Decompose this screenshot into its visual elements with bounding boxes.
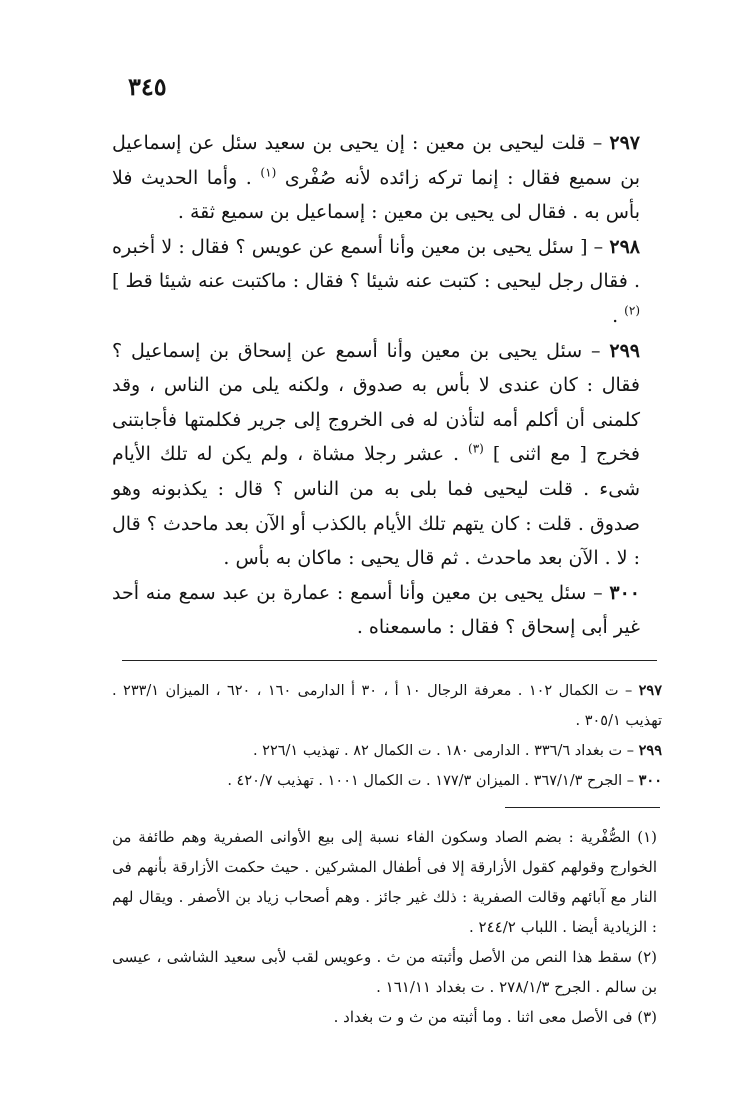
footnote-divider <box>505 807 660 808</box>
footnotes-section <box>112 822 657 1032</box>
entry-text: – قلت ليحيى بن معين : إن يحيى بن سعيد سئل عن إسماعيل بن سميع فقال : إنما تركه زائده لأنه صُفْرى <box>112 132 640 189</box>
entry-300 <box>112 576 640 645</box>
entry-text-tail: . وأما الحديث فلا بأس به . فقال لى يحيى بن معين : إسماعيل بن سميع ثقة . <box>112 166 640 224</box>
reference-number: ٣٠٠ <box>638 772 662 789</box>
footnote-2: (٢) سقط هذا النص من الأصل وأثبته من ث . وعويس لقب لأبى سعيد الشاشى ، عيسى بن سالم . الجرح ٢٧٨/١/٣ . ت بغداد ١٦١/١١ . <box>112 948 657 996</box>
entry-text-tail: . <box>612 304 625 327</box>
footnote-ref: (٣) <box>468 442 484 457</box>
entry-number: ٢٩٩ <box>609 339 640 362</box>
reference-300 <box>112 766 662 796</box>
references-section <box>112 676 662 796</box>
entry-number: ٣٠٠ <box>609 581 640 604</box>
entry-298 <box>112 230 640 334</box>
footnote-1: (١) الصُّفْرية : بضم الصاد وسكون الفاء نسبة إلى بيع الأوانى الصفرية وهم طائفة من الخوارج وقولهم كقول الأزارقة إلا فى أطفال المشركين . حيث حكمت الأزارقة بأنهم فى النار مع آبائهم وقالت الصفرية : ذلك غير جائز . وهم أصحاب زياد بن الأصفر . ويقال لهم : الزيادية أيضا . اللباب ٢٤٤/٢ . <box>112 828 657 936</box>
reference-text: – ت الكمال ١٠٢ . معرفة الرجال ١٠ أ ، ٣٠ أ الدارمى ١٦٠ ، ٦٢٠ ، الميزان ٢٣٣/١ . تهذيب ٣٠٥/١ . <box>112 683 662 729</box>
footnote-ref: (١) <box>260 165 277 180</box>
entry-text-tail: . عشر رجلا مشاة ، ولم يكن له تلك الأيام شىء . قلت ليحيى فما بلى به من الناس ؟ قال : يكذبونه وهو صدوق . قلت : كان يتهم تلك الأيام بالكذب أو الآن بعد ماحدث ؟ قال : لا . الآن بعد ماحدث . ثم قال يحيى : ماكان به بأس . <box>112 443 640 570</box>
reference-297 <box>112 676 662 736</box>
divider-line <box>122 660 657 661</box>
entry-number: ٢٩٧ <box>609 132 640 154</box>
entry-text: – سئل يحيى بن معين وأنا أسمع عن إسحاق بن إسماعيل ؟ فقال : كان عندى لا بأس به صدوق ، ولكنه يلى من الناس ، وقد كلمنى أن أكلم أمه لتأذن له فى الخروج إلى جرير فكلمتها فأجابتنى فخرج [ مع اثنى ] <box>112 339 640 466</box>
entry-number: ٢٩٨ <box>609 235 640 258</box>
entry-text: – [ سئل يحيى بن معين وأنا أسمع عن عويس ؟ فقال : لا أخبره . فقال رجل ليحيى : كتبت عنه شيئا ؟ فقال : ماكتبت عنه شيئا قط ] <box>112 235 640 293</box>
entry-299 <box>112 334 640 576</box>
reference-text: – ت بغداد ٣٣٦/٦ . الدارمى ١٨٠ . ت الكمال ٨٢ . تهذيب ٢٢٦/١ . <box>252 743 639 759</box>
reference-number: ٢٩٧ <box>638 682 663 699</box>
entry-297 <box>112 126 640 230</box>
main-text <box>112 126 640 645</box>
reference-299 <box>112 736 662 766</box>
footnote-3: (٣) فى الأصل معى اثنا . وما أثبته من ث و ت بغداد . <box>333 1008 657 1026</box>
reference-text: – الجرح ٣٦٧/١/٣ . الميزان ١٧٧/٣ . ت الكمال ١٠٠١ . تهذيب ٤٢٠/٧ . <box>227 773 639 789</box>
page-number: ٣٤٥ <box>128 72 167 101</box>
entry-text: – سئل يحيى بن معين وأنا أسمع : عمارة بن عبد سمع منه أحد غير أبى إسحاق ؟ فقال : ماسمعناه . <box>112 581 640 639</box>
reference-number: ٢٩٩ <box>638 742 662 759</box>
footnote-ref: (٢) <box>624 303 640 318</box>
